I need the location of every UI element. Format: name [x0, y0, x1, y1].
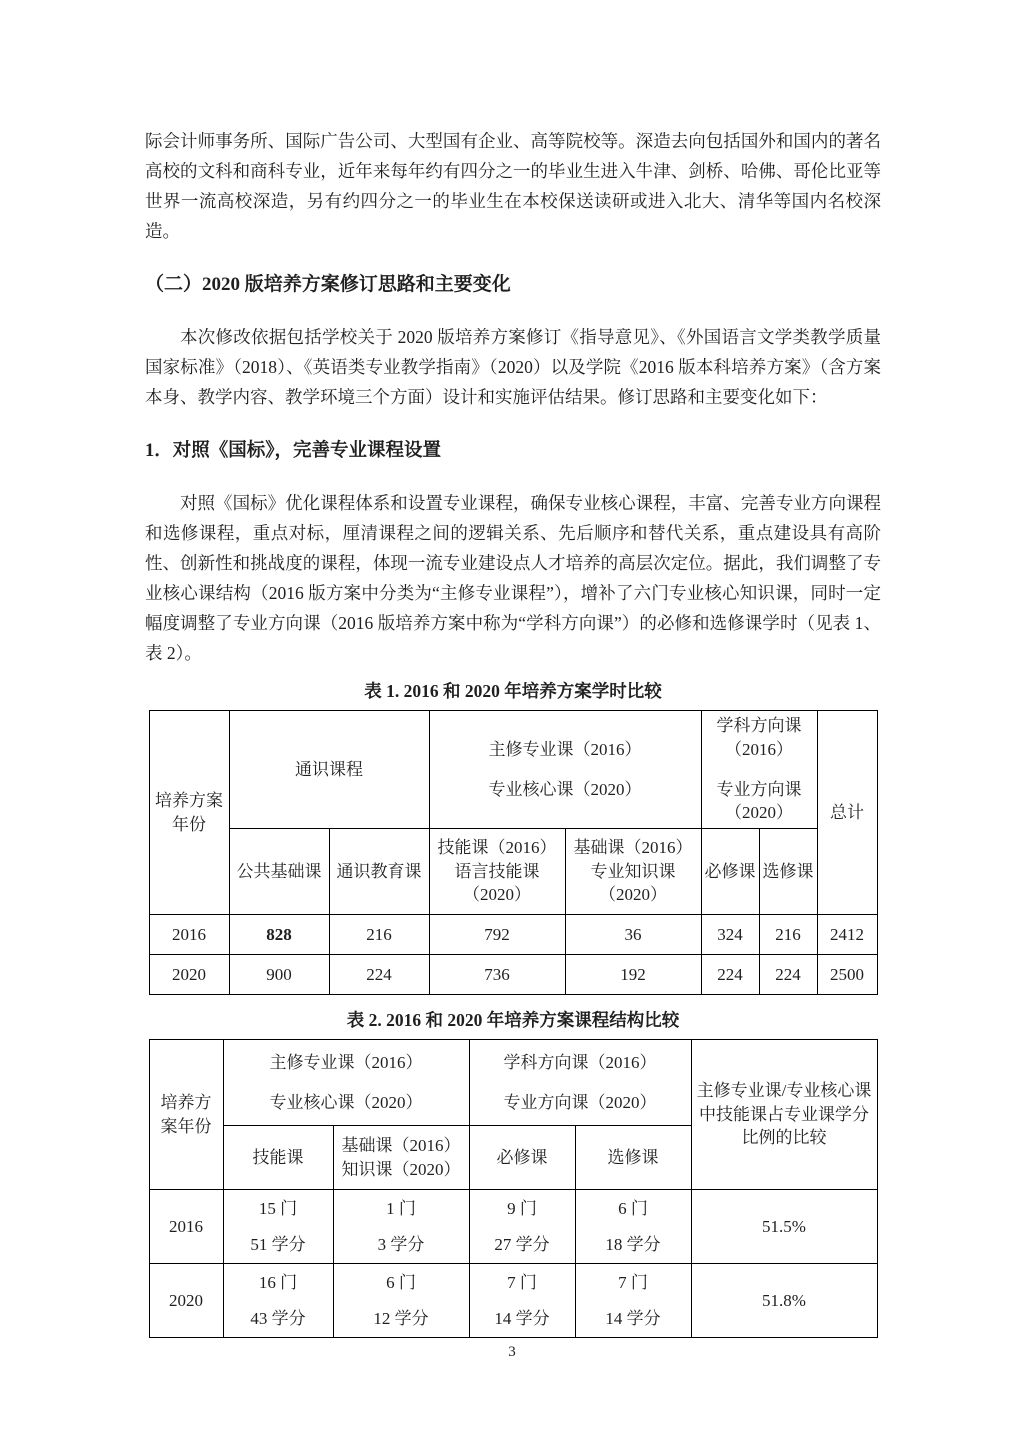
- paragraph-careers: 际会计师事务所、国际广告公司、大型国有企业、高等院校等。深造去向包括国外和国内的著名高校的文科和商科专业，近年来每年约有四分之一的毕业生进入牛津、剑桥、哈佛、哥伦比亚等世界一流高校深造，另有约四分之一的毕业生在本校保送读研或进入北大、清华等国内名校深造。: [145, 131, 881, 241]
- t2-header-direction-2016: 学科方向课（2016）: [503, 1052, 657, 1072]
- table-row-2020: [149, 1264, 877, 1338]
- t1-header-plan-year-line1: 培养方案: [155, 790, 223, 810]
- t2-header-direction-courses: [469, 1040, 691, 1126]
- section-heading-revision: （二）2020 版培养方案修订思路和主要变化: [145, 274, 511, 295]
- t2-header-plan-year: [149, 1040, 223, 1190]
- t2-2016-required: 9 门 27 学分: [469, 1190, 575, 1264]
- table-row-2020: [149, 955, 877, 995]
- t2-2020-year: 2020: [149, 1264, 223, 1338]
- t1-subheader-basic: 基础课（2016） 专业知识课 （2020）: [565, 829, 701, 915]
- t1-header-direction-2016: 学科方向课 （2016）: [716, 715, 802, 759]
- t2-subheader-basic: 基础课（2016） 知识课（2020）: [333, 1126, 469, 1190]
- t2-header-major-core: [223, 1040, 469, 1126]
- t1-2016-basic: 36: [565, 915, 701, 955]
- t2-2016-basic: 1 门 3 学分: [333, 1190, 469, 1264]
- paragraph-course-adjustment: 对照《国标》优化课程体系和设置专业课程，确保专业核心课程，丰富、完善专业方向课程和选修课程，重点对标，厘清课程之间的逻辑关系、先后顺序和替代关系，重点建设具有高阶性、创新性和挑战度的课程，体现一流专业建设点人才培养的高层次定位。据此，我们调整了专业核心课结构（2016 版方案中分类为“主修专业课程”），增补了六门专业核心知识课，同时一定幅度调整了专业方向课（2016 版培养方案中称为“学科方向课”）的必修和选修课学时（见表 1、表 2）。: [145, 493, 881, 663]
- t2-2020-elective: 7 门 14 学分: [575, 1264, 691, 1338]
- t2-2016-elective: 6 门 18 学分: [575, 1190, 691, 1264]
- table-row-2016: [149, 1190, 877, 1264]
- t1-2016-elective: 216: [759, 915, 817, 955]
- t1-2020-skill: 736: [429, 955, 565, 995]
- t1-header-plan-year-line2: 年份: [172, 814, 206, 834]
- t1-2020-year: 2020: [149, 955, 229, 995]
- t2-header-skill-ratio: 主修专业课/专业核心课 中技能课占专业课学分 比例的比较: [691, 1040, 877, 1190]
- table2-caption: 表 2. 2016 和 2020 年培养方案课程结构比较: [346, 1010, 680, 1030]
- paragraph-revision-basis: 本次修改依据包括学校关于 2020 版培养方案修订《指导意见》、《外国语言文学类教学质量国家标准》（2018）、《英语类专业教学指南》（2020）以及学院《2016 版本科培养方案》（含方案本身、教学内容、教学环境三个方面）设计和实施评估结果。修订思路和主要变化如下：: [145, 327, 881, 407]
- t2-header-major-2016: 主修专业课（2016）: [269, 1052, 423, 1072]
- t2-header-direction-2020: 专业方向课（2020）: [503, 1092, 657, 1112]
- t2-subheader-required: 必修课: [469, 1126, 575, 1190]
- t1-subheader-skill: 技能课（2016） 语言技能课 （2020）: [429, 829, 565, 915]
- t2-2020-ratio: 51.8%: [691, 1264, 877, 1338]
- page-content: [145, 126, 881, 1338]
- t2-header-plan-year-line2: 案年份: [160, 1116, 212, 1136]
- t1-subheader-required: 必修课: [701, 829, 759, 915]
- t1-2016-total: 2412: [817, 915, 877, 955]
- t2-subheader-elective: 选修课: [575, 1126, 691, 1190]
- table-row-2016: [149, 915, 877, 955]
- t1-header-direction-2020: 专业方向课 （2020）: [716, 779, 802, 823]
- t2-2020-skill: 16 门 43 学分: [223, 1264, 333, 1338]
- t2-2016-ratio: 51.5%: [691, 1190, 877, 1264]
- t2-header-plan-year-line1: 培养方: [160, 1092, 212, 1112]
- t1-subheader-general-edu: 通识教育课: [329, 829, 429, 915]
- t2-subheader-skill: 技能课: [223, 1126, 333, 1190]
- t1-header-plan-year: [149, 711, 229, 915]
- t1-header-total: 总计: [817, 711, 877, 915]
- t2-2020-basic: 6 门 12 学分: [333, 1264, 469, 1338]
- table1-caption: 表 1. 2016 和 2020 年培养方案学时比较: [364, 681, 662, 701]
- t2-2016-year: 2016: [149, 1190, 223, 1264]
- t1-header-general-courses: 通识课程: [229, 711, 429, 829]
- t1-2016-required: 324: [701, 915, 759, 955]
- t1-2016-skill: 792: [429, 915, 565, 955]
- page-number: 3: [508, 1344, 516, 1360]
- t2-header-core-2020: 专业核心课（2020）: [269, 1092, 423, 1112]
- t1-2020-public-basic: 900: [229, 955, 329, 995]
- t1-subheader-elective: 选修课: [759, 829, 817, 915]
- t1-2020-general-edu: 224: [329, 955, 429, 995]
- t1-header-core-2020: 专业核心课（2020）: [488, 779, 642, 799]
- t1-2020-elective: 224: [759, 955, 817, 995]
- table-structure-comparison: [149, 1039, 878, 1338]
- t1-header-direction-courses: [701, 711, 817, 829]
- t1-2020-required: 224: [701, 955, 759, 995]
- t1-header-major-2016: 主修专业课（2016）: [488, 739, 642, 759]
- t2-2016-skill: 15 门 51 学分: [223, 1190, 333, 1264]
- t1-header-major-core: [429, 711, 701, 829]
- t1-2020-basic: 192: [565, 955, 701, 995]
- t1-2020-total: 2500: [817, 955, 877, 995]
- t1-2016-public-basic: 828: [229, 915, 329, 955]
- subsection-heading-guobiao: 1．对照《国标》，完善专业课程设置: [145, 441, 442, 461]
- table-hours-comparison: [149, 710, 878, 995]
- t1-2016-general-edu: 216: [329, 915, 429, 955]
- t1-subheader-public-basic: 公共基础课: [229, 829, 329, 915]
- t1-2016-year: 2016: [149, 915, 229, 955]
- t2-2020-required: 7 门 14 学分: [469, 1264, 575, 1338]
